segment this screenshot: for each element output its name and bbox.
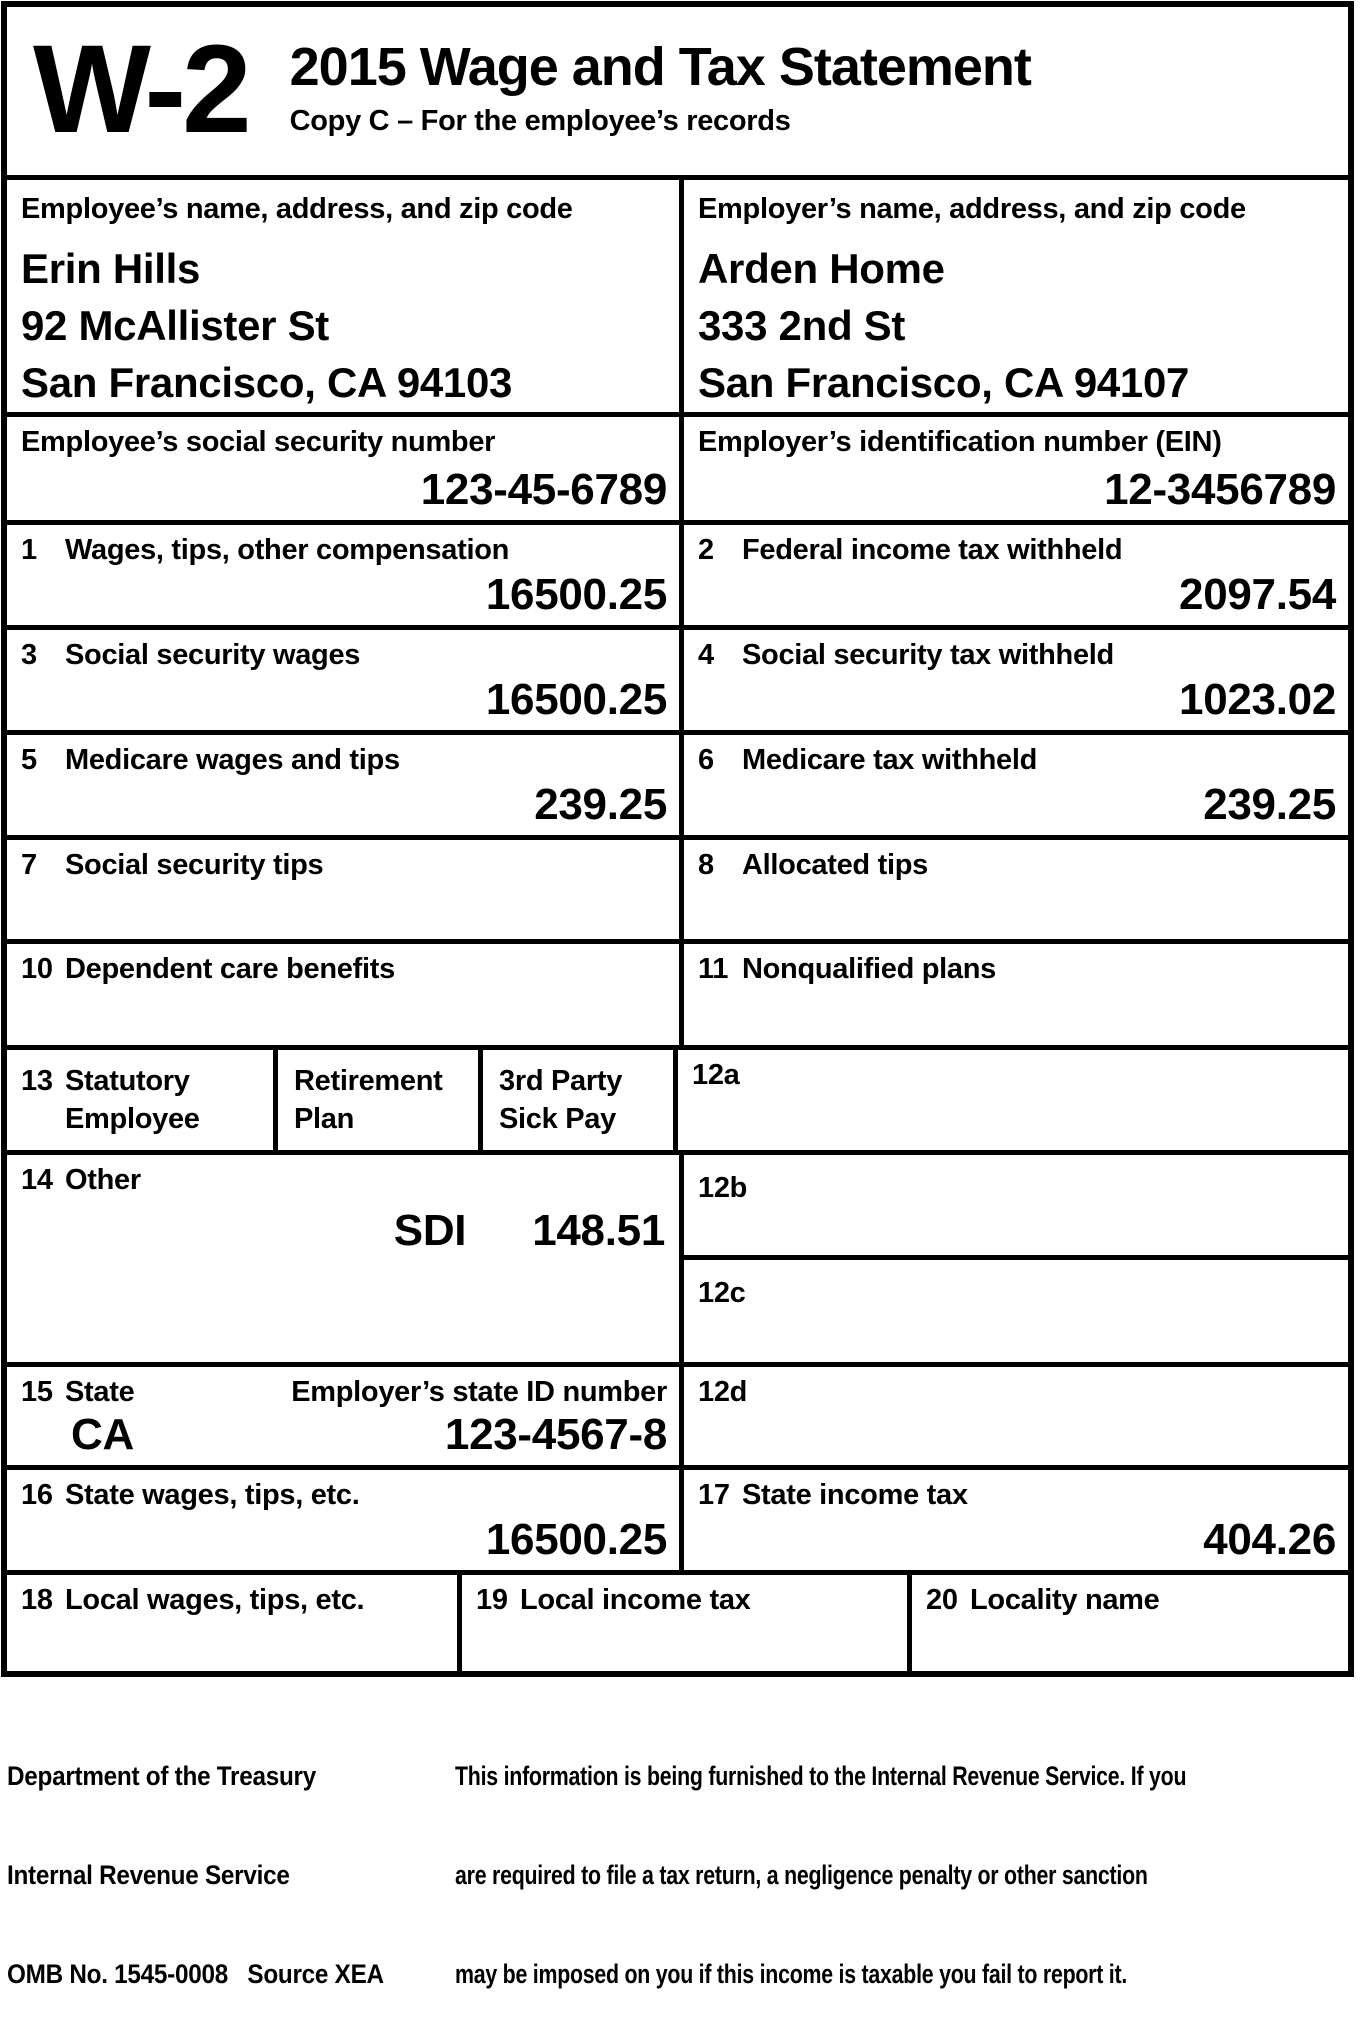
box-number: 3 <box>21 639 37 671</box>
box-number: 10 <box>21 953 53 985</box>
statutory-employee-label: Statutory Employee <box>65 1065 200 1135</box>
box-3 <box>7 630 679 730</box>
box-4 <box>679 630 1348 730</box>
footer-agency-block <box>7 1694 384 2024</box>
box-label: State income tax <box>742 1479 968 1511</box>
box-label: Social security tax withheld <box>742 639 1114 671</box>
form-title: 2015 Wage and Tax Statement <box>289 37 1031 97</box>
box-value: 16500.25 <box>485 675 667 724</box>
box-row-5-6 <box>7 730 1348 835</box>
employer-street: 333 2nd St <box>698 302 906 349</box>
box-label: Other <box>65 1164 141 1196</box>
ein-box <box>679 417 1348 520</box>
box-value: 16500.25 <box>485 1515 667 1564</box>
employee-city-state-zip: San Francisco, CA 94103 <box>21 359 513 406</box>
third-party-sick-pay-label: 3rd Party Sick Pay <box>499 1065 623 1135</box>
box-19 <box>457 1575 907 1671</box>
footer-notice-line: are required to file a tax return, a negligence penalty or other sanction <box>455 1860 1148 1890</box>
box-12b <box>684 1155 1348 1255</box>
box-value: 404.26 <box>1203 1515 1336 1564</box>
state-id-value: 123-4567-8 <box>444 1410 667 1459</box>
ssn-value: 123-45-6789 <box>420 465 667 514</box>
employer-address-label: Employer’s name, address, and zip code <box>698 193 1246 225</box>
ssn-box <box>7 417 679 520</box>
box-row-14-12b-12c <box>7 1150 1348 1362</box>
box-label: Federal income tax withheld <box>742 534 1123 566</box>
box-16 <box>7 1470 679 1570</box>
employer-city-state-zip: San Francisco, CA 94107 <box>698 359 1190 406</box>
box-14-amount: 148.51 <box>532 1206 665 1255</box>
box-label: State wages, tips, etc. <box>65 1479 360 1511</box>
state-label: State <box>65 1376 135 1408</box>
w2-mark: W-2 <box>33 20 248 159</box>
box-row-3-4 <box>7 625 1348 730</box>
box-number: 12d <box>698 1376 748 1408</box>
retirement-plan-box <box>273 1050 478 1150</box>
box-1 <box>7 525 679 625</box>
box-label: Locality name <box>970 1584 1160 1616</box>
box-row-15-12d <box>7 1362 1348 1465</box>
box-number: 8 <box>698 849 714 881</box>
box-label: Medicare wages and tips <box>65 744 400 776</box>
box-value: 239.25 <box>534 780 667 829</box>
box-14-value-row <box>7 1207 679 1255</box>
employer-address-box <box>679 180 1348 412</box>
box-row-13-12a <box>7 1045 1348 1150</box>
employee-street: 92 McAllister St <box>21 302 329 349</box>
box-value: 16500.25 <box>485 570 667 619</box>
box-number: 14 <box>21 1164 53 1196</box>
box-row-10-11 <box>7 939 1348 1045</box>
box-number: 12c <box>698 1277 746 1309</box>
ein-value: 12-3456789 <box>1104 465 1336 514</box>
box-17 <box>679 1470 1348 1570</box>
box-label: Social security tips <box>65 849 324 881</box>
box-12a <box>673 1050 1348 1150</box>
third-party-sick-pay-box <box>478 1050 673 1150</box>
box-20 <box>907 1575 1348 1671</box>
ssn-label: Employee’s social security number <box>21 426 496 458</box>
box-6 <box>679 735 1348 835</box>
box-label: Local income tax <box>520 1584 751 1616</box>
box-number: 5 <box>21 744 37 776</box>
state-value: CA <box>71 1410 134 1459</box>
box-2 <box>679 525 1348 625</box>
box-label: Wages, tips, other compensation <box>65 534 510 566</box>
ssn-ein-row <box>7 412 1348 520</box>
box-number: 20 <box>926 1584 958 1616</box>
box-label: Allocated tips <box>742 849 928 881</box>
box-number: 4 <box>698 639 714 671</box>
box-12c <box>684 1255 1348 1362</box>
box-value: 239.25 <box>1203 780 1336 829</box>
box-label: Nonqualified plans <box>742 953 997 985</box>
box-5 <box>7 735 679 835</box>
box-number: 7 <box>21 849 37 881</box>
box-row-16-17 <box>7 1465 1348 1570</box>
box-7 <box>7 840 679 939</box>
box-10 <box>7 944 679 1045</box>
box-8 <box>679 840 1348 939</box>
footer-notice-block <box>455 1694 1186 2024</box>
statutory-employee-box <box>7 1050 273 1150</box>
box-row-1-2 <box>7 520 1348 625</box>
footer-omb-line: OMB No. 1545-0008 Source XEA <box>7 1959 384 1989</box>
box-number: 11 <box>698 953 729 985</box>
box-number: 2 <box>698 534 714 566</box>
box-number: 19 <box>476 1584 508 1616</box>
ein-label: Employer’s identification number (EIN) <box>698 426 1222 458</box>
box-row-7-8 <box>7 835 1348 939</box>
box-12b-12c-stack <box>679 1155 1348 1362</box>
box-15 <box>7 1367 679 1465</box>
box-label: Local wages, tips, etc. <box>65 1584 365 1616</box>
employee-address-label: Employee’s name, address, and zip code <box>21 193 573 225</box>
employee-name: Erin Hills <box>21 245 201 292</box>
footer-notice-line: This information is being furnished to the Internal Revenue Service. If you <box>455 1761 1187 1791</box>
box-12d <box>679 1367 1348 1465</box>
box-value: 1023.02 <box>1179 675 1336 724</box>
box-row-18-19-20 <box>7 1570 1348 1671</box>
form-copy-subtitle: Copy C – For the employee’s records <box>289 105 791 137</box>
box-number: 1 <box>21 534 37 566</box>
box-number: 12a <box>692 1059 740 1091</box>
box-14-code: SDI <box>393 1206 467 1255</box>
box-number: 6 <box>698 744 714 776</box>
box-number: 17 <box>698 1479 730 1511</box>
box-number: 15 <box>21 1376 53 1408</box>
box-15-value-row <box>7 1411 679 1459</box>
footer-notice-line: may be imposed on you if this income is taxable you fail to report it. <box>455 1959 1128 1989</box>
box-18 <box>7 1575 457 1671</box>
box-label: Dependent care benefits <box>65 953 395 985</box>
box-number: 12b <box>698 1172 748 1204</box>
state-id-label: Employer’s state ID number <box>291 1376 667 1408</box>
box-value: 2097.54 <box>1179 570 1336 619</box>
name-address-row <box>7 175 1348 412</box>
footer-treasury-line: Department of the Treasury <box>7 1761 316 1791</box>
box-11 <box>679 944 1348 1045</box>
w2-form <box>1 1 1354 1677</box>
box-label: Medicare tax withheld <box>742 744 1038 776</box>
header-title-block <box>290 39 1031 175</box>
box-label: Social security wages <box>65 639 361 671</box>
box-number: 16 <box>21 1479 53 1511</box>
box-number: 18 <box>21 1584 53 1616</box>
employer-name: Arden Home <box>698 245 945 292</box>
box-number: 13 <box>21 1065 53 1097</box>
employee-address-box <box>7 180 679 412</box>
footer-irs-line: Internal Revenue Service <box>7 1860 290 1890</box>
box-14 <box>7 1155 679 1362</box>
retirement-plan-label: Retirement Plan <box>294 1065 443 1135</box>
form-header <box>7 7 1348 175</box>
